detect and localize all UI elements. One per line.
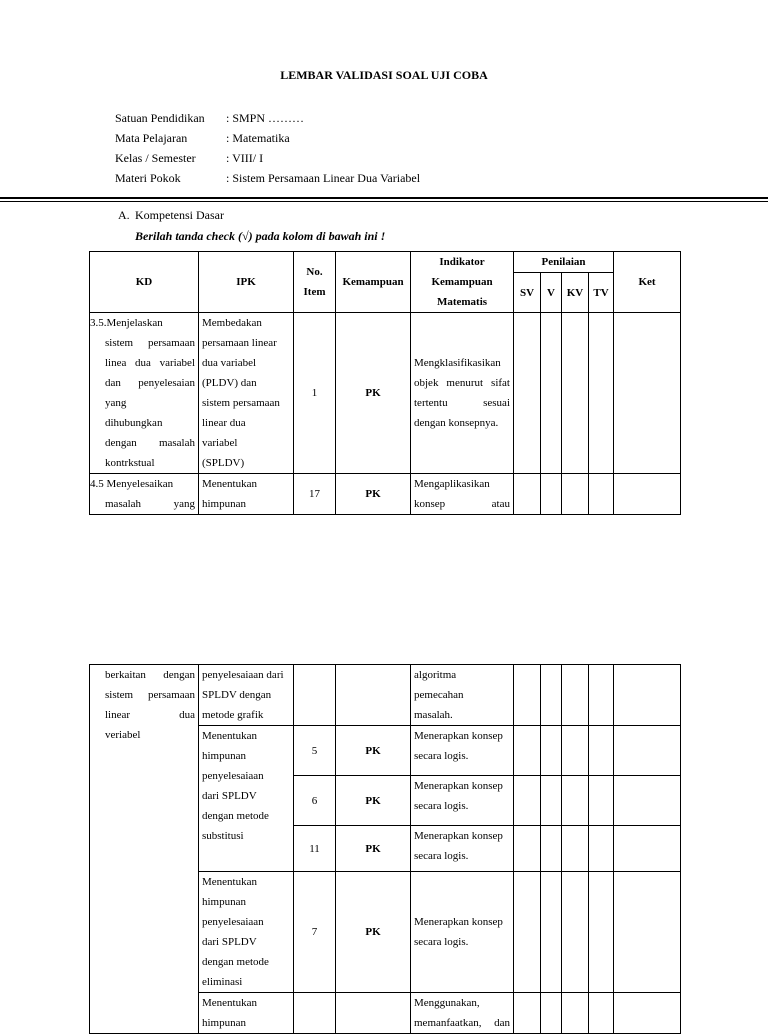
check-cell-v[interactable] [541,665,562,726]
header-tv: TV [589,273,614,313]
info-label: Satuan Pendidikan [115,111,205,125]
indikator-line: Menerapkan konsep [414,780,503,792]
kd-line: dengan masalah [105,437,195,449]
kemampuan-cell: PK [336,826,411,872]
info-value: : Sistem Persamaan Linear Dua Variabel [226,171,421,185]
kemampuan-cell: PK [336,726,411,776]
kd-cell [90,313,199,474]
ipk-cell [199,872,294,993]
ipk-cell [199,993,294,1034]
check-cell-kv[interactable] [562,872,589,993]
check-cell-v[interactable] [541,993,562,1034]
ket-cell[interactable] [614,776,681,826]
check-cell-kv[interactable] [562,474,589,515]
check-cell-kv[interactable] [562,826,589,872]
ipk-line: Membedakan [202,317,262,329]
identity-block [115,108,420,188]
item-number-cell: 6 [294,776,336,826]
check-cell-sv[interactable] [514,993,541,1034]
info-row-mapel [115,128,420,148]
header-penilaian: Penilaian [514,252,614,273]
kemampuan-cell: PK [336,872,411,993]
ket-cell[interactable] [614,726,681,776]
check-cell-v[interactable] [541,474,562,515]
info-label: Mata Pelajaran [115,131,188,145]
ipk-line: dengan metode [202,956,269,968]
ipk-line: himpunan [202,896,246,908]
item-number-cell: 17 [294,474,336,515]
check-cell-kv[interactable] [562,665,589,726]
check-cell-tv[interactable] [589,726,614,776]
kd-line: dihubungkan [105,417,163,429]
indikator-line: Mengklasifikasikan [414,357,501,369]
ipk-line: (PLDV) dan [202,377,257,389]
check-cell-sv[interactable] [514,313,541,474]
indikator-line: Menerapkan konsep [414,730,503,742]
kd-line: 4.5 Menyelesaikan [90,478,174,490]
info-value: : SMPN ……… [226,111,305,125]
check-cell-v[interactable] [541,826,562,872]
ipk-line: sistem persamaan [202,397,280,409]
kemampuan-cell: PK [336,313,411,474]
ipk-line: himpunan [202,750,246,762]
ipk-line: linear dua [202,417,246,429]
kd-line: sistem persamaan [105,337,195,349]
indikator-line: tertentu sesuai [414,397,510,409]
indikator-line: algoritma [414,669,457,681]
check-cell-v[interactable] [541,776,562,826]
check-cell-v[interactable] [541,872,562,993]
kd-line: yang [105,397,127,409]
ipk-line: penyelesaiaan dari [202,669,284,681]
check-cell-tv[interactable] [589,872,614,993]
header-kd: KD [90,252,199,313]
ipk-line: dari SPLDV [202,790,257,802]
check-cell-kv[interactable] [562,313,589,474]
indikator-line: secara logis. [414,800,469,812]
check-cell-sv[interactable] [514,474,541,515]
header-v: V [541,273,562,313]
ipk-line: Menentukan [202,478,257,490]
ket-cell[interactable] [614,474,681,515]
ipk-line: Menentukan [202,876,257,888]
section-number: A. [118,208,130,222]
info-value: : Matematika [226,131,290,145]
indikator-line: Menerapkan konsep [414,916,503,928]
check-cell-sv[interactable] [514,665,541,726]
kemampuan-cell [336,665,411,726]
ipk-line: penyelesaiaan [202,770,264,782]
item-number-cell [294,993,336,1034]
section-label: Kompetensi Dasar [135,208,224,222]
kd-line: masalah yang [105,498,195,510]
indikator-line: Menggunakan, [414,997,480,1009]
kd-line: linea dua variabel [105,357,195,369]
info-value: : VIII/ I [226,151,264,165]
ipk-line: dengan metode [202,810,269,822]
indikator-cell [411,313,514,474]
ket-cell[interactable] [614,993,681,1034]
indikator-line: secara logis. [414,750,469,762]
kd-line: 3.5.Menjelaskan [90,317,163,329]
indikator-line: secara logis. [414,936,469,948]
ipk-line: SPLDV dengan [202,689,272,701]
ipk-cell [199,474,294,515]
kemampuan-cell [336,993,411,1034]
check-cell-tv[interactable] [589,993,614,1034]
indikator-cell [411,474,514,515]
ipk-cell [199,665,294,726]
item-number-cell: 11 [294,826,336,872]
ipk-cell [199,313,294,474]
check-cell-tv[interactable] [589,474,614,515]
ipk-line: penyelesaiaan [202,916,264,928]
kd-line: veriabel [105,729,141,741]
ket-cell[interactable] [614,872,681,993]
indikator-line: Menerapkan konsep [414,830,503,842]
check-cell-tv[interactable] [589,665,614,726]
ipk-line: himpunan [202,1017,246,1029]
header-no-item: No. Item [294,252,336,313]
kd-line: dan penyelesaian [105,377,195,389]
item-number-cell: 1 [294,313,336,474]
indikator-line: dengan konsepnya. [414,417,499,429]
kd-line: berkaitan dengan [105,669,195,681]
ket-cell[interactable] [614,665,681,726]
kd-line: sistem persamaan [105,689,195,701]
check-cell-tv[interactable] [589,776,614,826]
info-row-kelas [115,148,420,168]
info-label: Materi Pokok [115,171,181,185]
ipk-line: Menentukan [202,997,257,1009]
check-cell-kv[interactable] [562,776,589,826]
kd-line: linear dua [105,709,195,721]
indikator-line: pemecahan [414,689,464,701]
validation-table-part-1 [89,251,681,515]
item-number-cell [294,665,336,726]
check-cell-v[interactable] [541,726,562,776]
ipk-line: dua variabel [202,357,257,369]
indikator-cell [411,993,514,1034]
indikator-cell [411,826,514,872]
check-cell-kv[interactable] [562,993,589,1034]
check-cell-sv[interactable] [514,726,541,776]
check-cell-kv[interactable] [562,726,589,776]
info-label: Kelas / Semester [115,151,196,165]
indikator-line: secara logis. [414,850,469,862]
ket-cell[interactable] [614,313,681,474]
check-cell-tv[interactable] [589,826,614,872]
header-divider-thin [0,201,768,202]
ipk-line: metode grafik [202,709,264,721]
indikator-line: memanfaatkan, dan [414,1017,510,1029]
ipk-line: himpunan [202,498,246,510]
ipk-line: variabel [202,437,238,449]
ket-cell[interactable] [614,826,681,872]
check-cell-tv[interactable] [589,313,614,474]
page-title: LEMBAR VALIDASI SOAL UJI COBA [280,68,488,82]
indikator-line: masalah. [414,709,453,721]
indikator-cell [411,776,514,826]
indikator-line: Mengaplikasikan [414,478,490,490]
kemampuan-cell: PK [336,474,411,515]
ipk-cell [199,726,294,872]
indikator-cell [411,665,514,726]
kd-cell [90,474,199,515]
header-sv: SV [514,273,541,313]
instruction-text: Berilah tanda check (√) pada kolom di bawah ini ! [135,229,386,243]
check-cell-v[interactable] [541,313,562,474]
info-row-satuan [115,108,420,128]
ipk-line: dari SPLDV [202,936,257,948]
check-cell-sv[interactable] [514,872,541,993]
ipk-line: Menentukan [202,730,257,742]
item-number-cell: 5 [294,726,336,776]
ipk-line: persamaan linear [202,337,277,349]
kd-cell [90,665,199,1034]
ipk-line: substitusi [202,830,244,842]
header-kemampuan: Kemampuan [336,252,411,313]
kemampuan-cell: PK [336,776,411,826]
header-kv: KV [562,273,589,313]
validation-table-part-2 [89,664,681,1034]
ipk-line: (SPLDV) [202,457,245,469]
info-row-materi [115,168,420,188]
indikator-cell [411,872,514,993]
header-indikator: Indikator Kemampuan Matematis [411,252,514,313]
check-cell-sv[interactable] [514,826,541,872]
indikator-cell [411,726,514,776]
header-divider-thick [0,197,768,199]
section-heading [118,208,224,223]
item-number-cell: 7 [294,872,336,993]
indikator-line: objek menurut sifat [414,377,510,389]
check-cell-sv[interactable] [514,776,541,826]
indikator-line: konsep atau [414,498,510,510]
header-ipk: IPK [199,252,294,313]
ipk-line: eliminasi [202,976,243,988]
header-ket: Ket [614,252,681,313]
kd-line: kontrkstual [105,457,155,469]
